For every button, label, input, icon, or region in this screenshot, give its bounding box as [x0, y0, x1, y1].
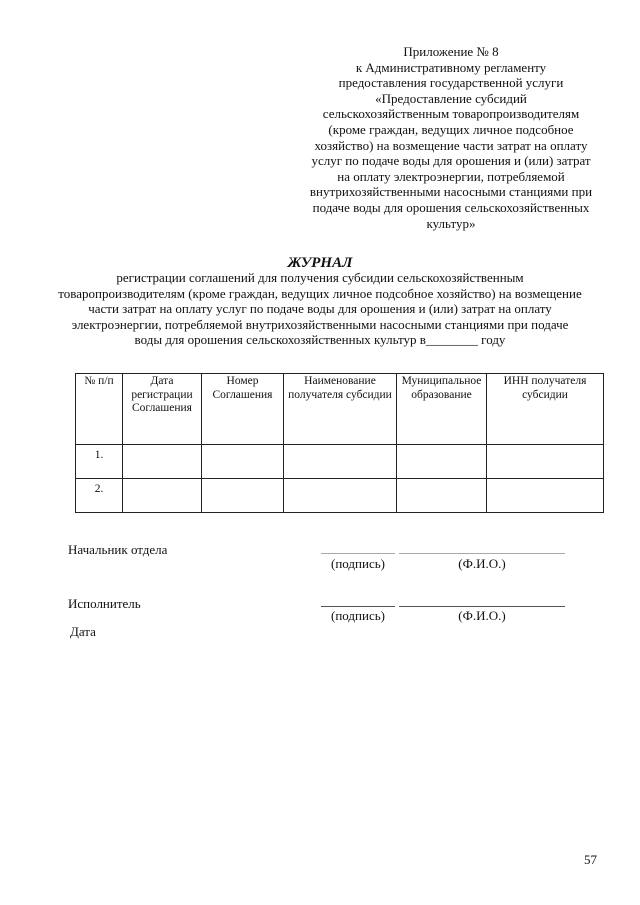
head-name-caption: (Ф.И.О.) — [458, 556, 506, 571]
head-signature-line — [321, 553, 395, 554]
cell-municipality — [397, 479, 487, 513]
header-municipality: Муниципальное образование — [397, 374, 487, 445]
appendix-line: (кроме граждан, ведущих личное подсобное — [328, 121, 574, 137]
appendix-line: культур» — [426, 215, 476, 231]
date-label: Дата — [70, 624, 96, 639]
cell-recipient-name — [284, 479, 397, 513]
appendix-header — [300, 44, 602, 231]
header-agreement-number: Номер Соглашения — [202, 374, 284, 445]
executor-label: Исполнитель — [68, 596, 141, 611]
header-registration-date: Дата регистрации Соглашения — [123, 374, 202, 445]
appendix-line: Приложение № 8 — [403, 44, 499, 59]
appendix-line: услуг по подаче воды для орошения и (или) затрат — [311, 153, 591, 169]
appendix-line: внутрихозяйственными насосными станциями при — [309, 184, 593, 200]
head-of-department-label: Начальник отдела — [68, 542, 168, 557]
cell-registration-date — [123, 445, 202, 479]
table-header-row — [76, 374, 604, 445]
head-signature-caption: (подпись) — [331, 556, 385, 571]
subtitle-line: части затрат на оплату услуг по подаче воды для орошения и (или) затрат на оплату — [88, 301, 552, 317]
subtitle-line: воды для орошения сельскохозяйственных культур в________ году — [134, 332, 506, 348]
header-number: № п/п — [76, 374, 123, 445]
page-number: 57 — [584, 852, 597, 867]
executor-name-line — [399, 606, 565, 607]
cell-registration-date — [123, 479, 202, 513]
appendix-line: на оплату электроэнергии, потребляемой — [337, 168, 565, 184]
executor-signature-caption: (подпись) — [331, 608, 385, 623]
cell-number: 2. — [76, 479, 123, 513]
registration-table — [75, 373, 604, 513]
header-recipient-name: Наименование получателя субсидии — [284, 374, 397, 445]
cell-recipient-name — [284, 445, 397, 479]
cell-number: 1. — [76, 445, 123, 479]
head-name-line — [399, 553, 565, 554]
cell-municipality — [397, 445, 487, 479]
appendix-line: к Административному регламенту — [355, 59, 547, 75]
appendix-line: «Предоставление субсидий — [375, 90, 527, 106]
journal-subtitle — [40, 270, 600, 348]
appendix-line: подаче воды для орошения сельскохозяйственных — [312, 199, 590, 215]
cell-agreement-number — [202, 445, 284, 479]
subtitle-line: электроэнергии, потребляемой внутрихозяйственными насосными станциями при подаче — [71, 316, 569, 332]
table-row — [76, 479, 604, 513]
header-recipient-inn: ИНН получателя субсидии — [487, 374, 604, 445]
appendix-line: предоставления государственной услуги — [338, 75, 564, 91]
table-row — [76, 445, 604, 479]
cell-recipient-inn — [487, 479, 604, 513]
executor-name-caption: (Ф.И.О.) — [458, 608, 506, 623]
executor-signature-line — [321, 606, 395, 607]
appendix-line: хозяйство) на возмещение части затрат на оплату — [314, 137, 588, 153]
subtitle-line: регистрации соглашений для получения субсидии сельскохозяйственным — [116, 270, 524, 285]
cell-agreement-number — [202, 479, 284, 513]
journal-title: ЖУРНАЛ — [287, 255, 353, 271]
appendix-line: сельскохозяйственным товаропроизводителям — [322, 106, 580, 122]
subtitle-line: товаропроизводителям (кроме граждан, ведущих личное подсобное хозяйство) на возмещение — [58, 285, 582, 301]
cell-recipient-inn — [487, 445, 604, 479]
